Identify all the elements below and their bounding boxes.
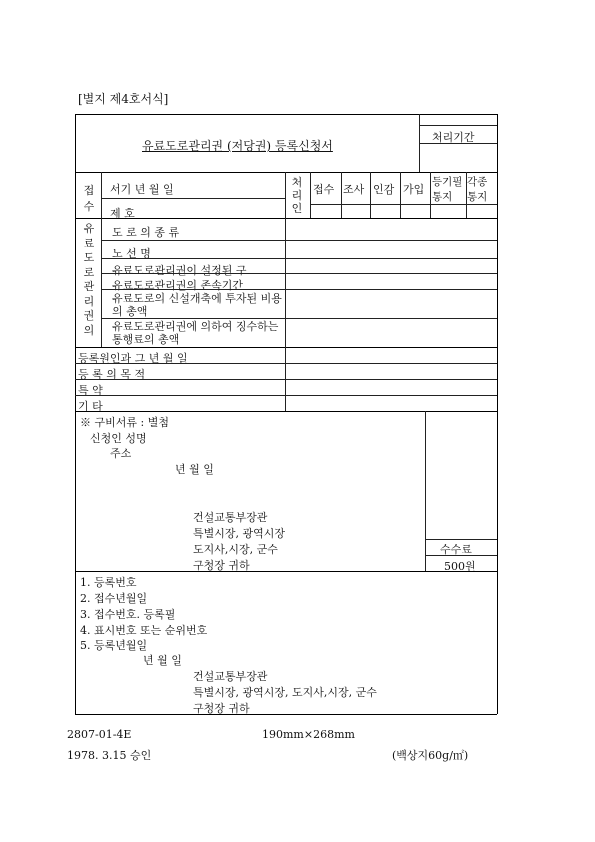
footer-form-code: 2807-01-4E	[67, 728, 132, 741]
receipt-number: 제 호	[110, 207, 135, 220]
footer-paper-size: 190mm×268mm	[262, 728, 355, 741]
section-label: 유료도로관리권의	[83, 222, 95, 337]
receipt-header: 접수	[83, 184, 95, 213]
footer-paper-type: (백상지60g/㎡)	[392, 749, 469, 762]
bottom-item-2: 2. 접수년월일	[80, 592, 148, 605]
fee-label: 수수료	[440, 543, 472, 556]
addressee-city: 특별시장, 광역시장	[193, 527, 286, 540]
form-label: [별지 제4호서식]	[78, 92, 169, 106]
addressee-district: 구청장 귀하	[193, 559, 250, 572]
bottom-addressee-minister: 건설교통부장관	[193, 670, 268, 683]
applicant-name-label: 신청인 성명	[90, 432, 147, 445]
footer-approval: 1978. 3.15 승인	[67, 749, 152, 762]
row-cause-date: 등록원인과 그 년 월 일	[78, 352, 188, 365]
item-toll-total: 유료도로관리권에 의하여 징수하는 통행료의 총액	[112, 320, 279, 346]
item-set-section: 유료도로관리권이 설정된 구	[112, 264, 247, 277]
row-special-terms: 특 약	[78, 384, 103, 397]
bottom-addressee-district: 구청장 귀하	[193, 702, 250, 715]
bottom-item-5: 5. 등록년월일	[80, 639, 148, 652]
col-join: 가입	[403, 183, 425, 196]
item-road-type: 도 로 의 종 류	[112, 226, 180, 239]
row-purpose: 등 록 의 목 적	[78, 368, 146, 381]
col-receipt: 접수	[313, 183, 335, 196]
process-label: 처리인	[291, 176, 303, 215]
frame-top	[75, 114, 497, 115]
bottom-item-4: 4. 표시번호 또는 순위번호	[80, 624, 208, 637]
addressee-province: 도지사,시장, 군수	[193, 543, 278, 556]
addressee-minister: 건설교통부장관	[193, 511, 268, 524]
col-notices: 각종통지	[467, 176, 488, 203]
bottom-item-1: 1. 등록번호	[80, 576, 137, 589]
bottom-item-3: 3. 접수번호. 등록필	[80, 608, 176, 621]
item-duration: 유료도로관리권의 존속기간	[112, 279, 244, 292]
item-route-name: 노 선 명	[112, 247, 151, 260]
item-investment: 유료도로의 신설개축에 투자된 비용의 총액	[112, 292, 282, 318]
receipt-clerk: 서기 년 월 일	[110, 183, 174, 196]
application-date: 년 월 일	[175, 463, 214, 476]
processing-period-label: 처리기간	[432, 131, 475, 144]
col-registration-notice: 등기필통지	[432, 176, 463, 203]
bottom-date: 년 월 일	[143, 654, 182, 667]
row-other: 기 타	[78, 400, 103, 413]
col-survey: 조사	[343, 183, 365, 196]
col-seal: 인감	[373, 183, 395, 196]
frame-bottom	[75, 714, 497, 715]
bottom-addressee-local: 특별시장, 광역시장, 도지사,시장, 군수	[193, 686, 377, 699]
frame-left	[75, 114, 76, 714]
documents-note: ※ 구비서류 : 별첨	[80, 416, 169, 429]
form-title: 유료도로관리권 (저당권) 등록신청서	[142, 139, 333, 153]
applicant-address-label: 주소	[110, 447, 132, 460]
fee-value: 500원	[444, 560, 476, 573]
frame-right	[497, 114, 498, 714]
